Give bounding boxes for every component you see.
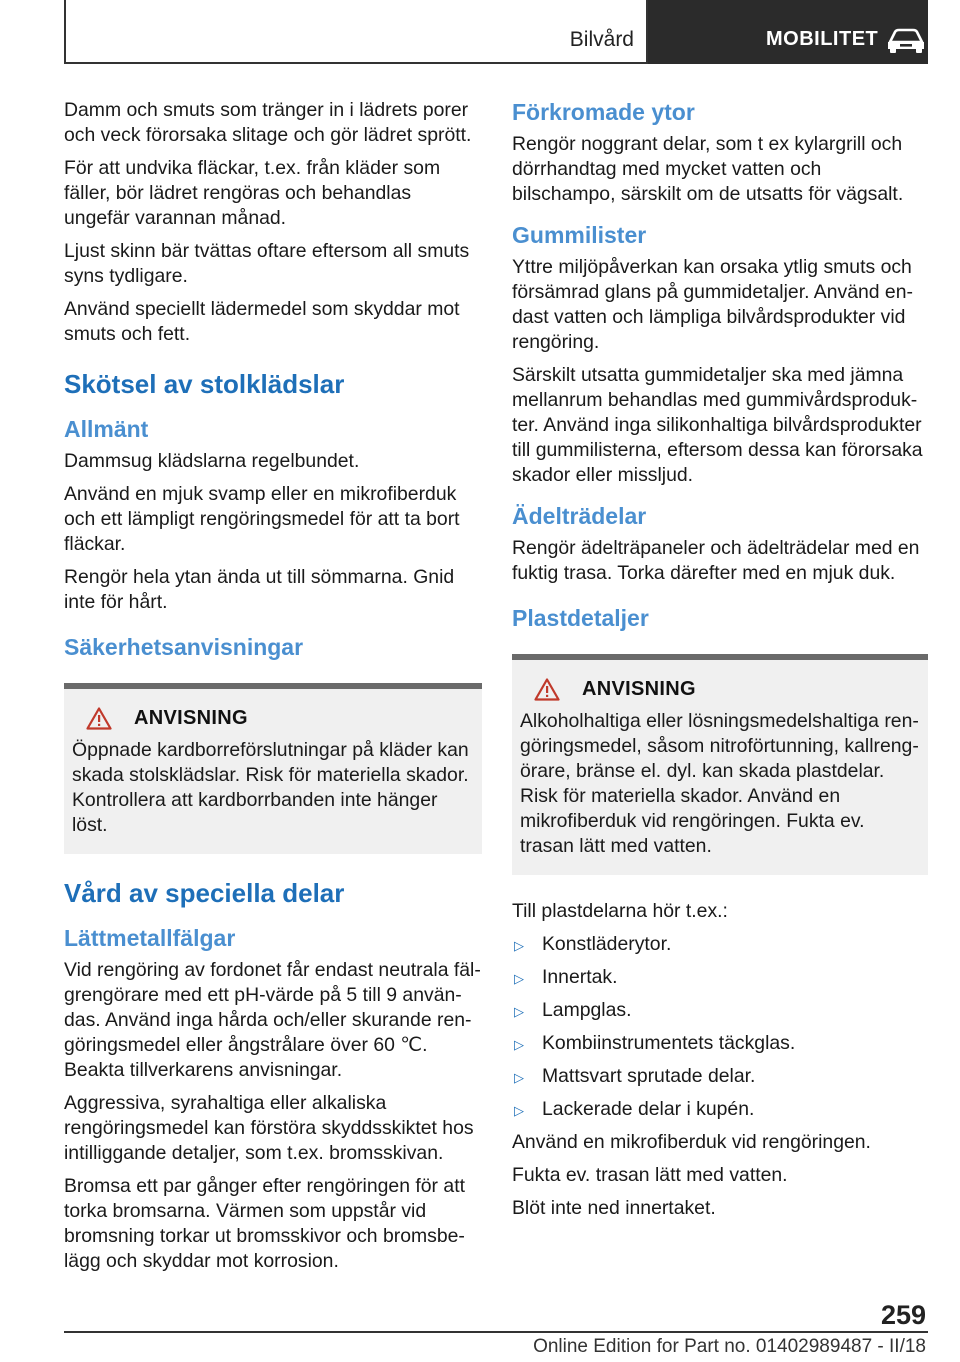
subsection-heading: Förkromade ytor (512, 99, 695, 125)
subsection-heading: Ädelträdelar (512, 503, 647, 529)
paragraph: Damm och smuts som tränger in i lädrets porer och veck förorsaka slitage och gör lädret sprött. (64, 99, 472, 146)
paragraph: Aggressiva, syrahaltiga eller alkaliska rengöringsmedel kan förstöra skyddsskiktet hos intilliggande detaljer, som t.ex. bromsskivan. (64, 1092, 474, 1164)
subsection-heading: Plastdetaljer (512, 605, 649, 631)
paragraph: Rengör ädelträpaneler och ädelträdelar med en fuktig trasa. Torka därefter med en mjuk duk. (512, 537, 920, 584)
list-item (512, 1031, 928, 1057)
paragraph: Fukta ev. trasan lätt med vatten. (512, 1164, 788, 1186)
paragraph: Bromsa ett par gånger efter rengöringen för att torka bromsarna. Värmen som uppstår vid bromsning torkar ut bromsskivor och bromsbelägg och skyddar mot korrosion. (64, 1175, 465, 1272)
chapter-title: MOBILITET (766, 28, 879, 50)
triangle-bullet-icon: ▷ (514, 1070, 524, 1085)
notice-text: Öppnade kardborreförslutningar på kläder kan skada stolsklädslar. Risk för materiella skador. Kontrollera att kardborrbanden inte hänger löst. (72, 739, 469, 836)
subsection-heading: Lättmetallfälgar (64, 925, 236, 951)
paragraph: Använd speciellt lädermedel som skyddar mot smuts och fett. (64, 298, 460, 345)
subsection-heading: Säkerhetsanvisningar (64, 634, 304, 660)
paragraph: Yttre miljöpåverkan kan orsaka ytlig smuts och försämrad glans på gummidetaljer. Använd endast vatten och lämpliga bilvårdsprodukter vid rengöring. (512, 256, 913, 353)
paragraph: Till plastdelarna hör t.ex.: (512, 900, 728, 922)
warning-triangle-icon (534, 678, 560, 701)
list-item (512, 1097, 928, 1123)
notice-text: Alkoholhaltiga eller lösningsmedelshaltiga rengöringsmedel, såsom nitroförtunning, kallrengörare, bränse el. dyl. kan skada plastdelar. Risk för materiella skador. Använd en mikrofiberduk vid rengöringen. Fukta ev. trasan lätt med vatten. (520, 710, 919, 857)
page-number: 259 (880, 1300, 926, 1330)
notice-title: ANVISNING (582, 678, 696, 700)
paragraph: Använd en mikrofiberduk vid rengöringen. (512, 1131, 871, 1153)
list-item-text: Mattsvart sprutade delar. (542, 1065, 756, 1087)
section-title: Bilvård (569, 28, 634, 51)
right-column (512, 98, 928, 1229)
paragraph: Vid rengöring av fordonet får endast neutrala fälgrengörare med ett pH-värde på 5 till 9 användas. Använd inga hårda och/eller skurande rengöringsmedel eller ångstrålare över 60 ℃. Beakta tillverkarens anvisningar. (64, 959, 481, 1081)
triangle-bullet-icon: ▷ (514, 971, 524, 986)
paragraph: Ljust skinn bär tvättas oftare eftersom all smuts syns tydligare. (64, 240, 470, 287)
list-item-text: Konstläderytor. (542, 933, 672, 955)
paragraph: Blöt inte ned innertaket. (512, 1197, 716, 1219)
section-heading: Skötsel av stolklädslar (64, 369, 345, 399)
notice-box (512, 654, 928, 875)
car-icon (886, 26, 926, 54)
list-item (512, 1064, 928, 1090)
list-item (512, 965, 928, 991)
notice-header (72, 707, 474, 730)
paragraph: Särskilt utsatta gummidetaljer ska med jämna mellanrum behandlas med gummivårdsprodukter. Använd inga silikonhaltiga bilvårdsprodukter till gummilisterna, eftersom dessa kan förorsaka skador eller missljud. (512, 364, 923, 486)
warning-triangle-icon (86, 707, 112, 730)
list-item-text: Innertak. (542, 966, 618, 988)
triangle-bullet-icon: ▷ (514, 1004, 524, 1019)
bullet-list (512, 932, 928, 1123)
paragraph: Använd en mjuk svamp eller en mikrofiberduk och ett lämpligt rengöringsmedel för att ta bort fläckar. (64, 483, 460, 555)
subsection-heading: Gummilister (512, 222, 647, 248)
header-section-box (64, 0, 648, 64)
left-column (64, 98, 482, 1282)
notice-box (64, 683, 482, 854)
paragraph: För att undvika fläckar, t.ex. från kläder som fäller, bör lädret rengöras och behandlas ungefär varannan månad. (64, 157, 441, 229)
list-item (512, 998, 928, 1024)
paragraph: Rengör hela ytan ända ut till sömmarna. Gnid inte för hårt. (64, 566, 455, 613)
triangle-bullet-icon: ▷ (514, 938, 524, 953)
footer-divider (64, 1331, 928, 1333)
triangle-bullet-icon: ▷ (514, 1037, 524, 1052)
triangle-bullet-icon: ▷ (514, 1103, 524, 1118)
edition-footer: Online Edition for Part no. 01402989487 - II/18 (533, 1336, 926, 1357)
header-chapter-tab (648, 0, 928, 64)
list-item-text: Lampglas. (542, 999, 632, 1021)
notice-title: ANVISNING (134, 707, 248, 729)
list-item-text: Lackerade delar i kupén. (542, 1098, 755, 1120)
list-item (512, 932, 928, 958)
notice-header (520, 678, 920, 701)
paragraph: Dammsug klädslarna regelbundet. (64, 450, 360, 472)
list-item-text: Kombiinstrumentets täckglas. (542, 1032, 796, 1054)
paragraph: Rengör noggrant delar, som t ex kylargrill och dörrhandtag med mycket vatten och bilschampo, särskilt om de utsatts för vägsalt. (512, 133, 904, 205)
section-heading: Vård av speciella delar (64, 878, 345, 908)
subsection-heading: Allmänt (64, 416, 149, 442)
